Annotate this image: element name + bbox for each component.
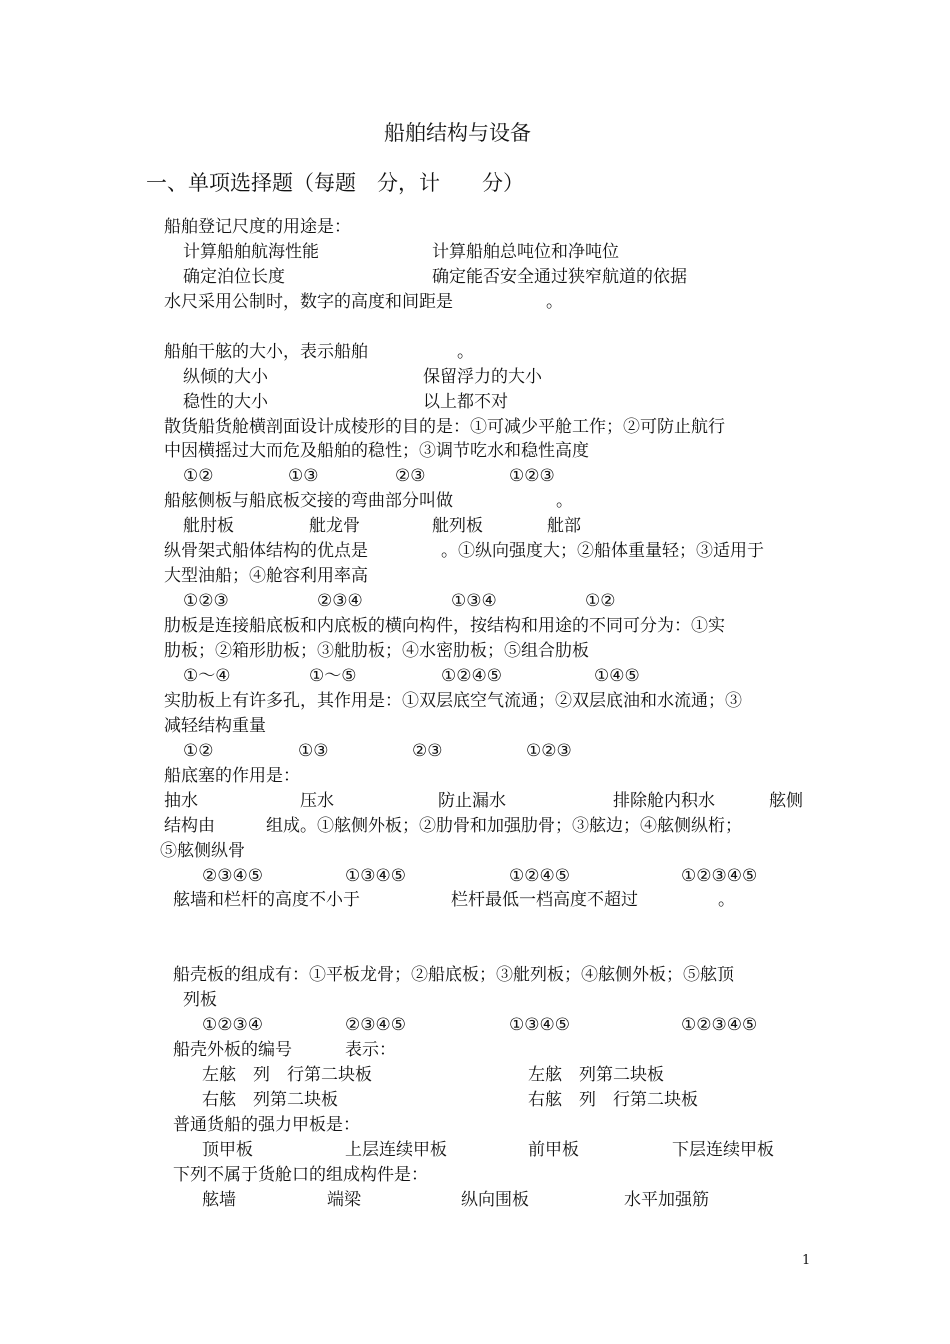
text-line: 大型油船；④舱容利用率高 — [164, 566, 368, 586]
text-line: 船壳板的组成有：①平板龙骨；②船底板；③舭列板；④舷侧外板；⑤舷顶 — [173, 965, 734, 985]
text-line: 船舷侧板与船底板交接的弯曲部分叫做 — [164, 491, 453, 511]
option-text: ①② — [183, 466, 214, 486]
option-text: ①③ — [288, 466, 319, 486]
option-text: 舭列板 — [432, 516, 483, 536]
text-line: 纵骨架式船体结构的优点是 — [164, 541, 368, 561]
option-text: ①②③ — [183, 591, 229, 611]
text-line: 船舶干舷的大小，表示船舶 — [164, 342, 368, 362]
option-text: 舭部 — [547, 516, 581, 536]
text-line: 。 — [546, 292, 563, 312]
option-text: 前甲板 — [528, 1140, 579, 1160]
option-text: 舷墙 — [202, 1190, 236, 1210]
option-text: 左舷 列第二块板 — [528, 1065, 664, 1085]
page-number: 1 — [802, 1253, 811, 1268]
option-text: ①② — [585, 591, 616, 611]
option-text: 左舷 列 行第二块板 — [202, 1065, 372, 1085]
text-line: 实肋板上有许多孔，其作用是：①双层底空气流通；②双层底油和水流通；③ — [164, 691, 742, 711]
text-line: 栏杆最低一档高度不超过 — [451, 890, 638, 910]
option-text: ①③ — [298, 741, 329, 761]
text-line: 水尺采用公制时，数字的高度和间距是 — [164, 292, 453, 312]
option-text: 防止漏水 — [438, 791, 506, 811]
option-text: ②③④⑤ — [345, 1015, 406, 1035]
option-text: 上层连续甲板 — [345, 1140, 447, 1160]
text-line: 。 — [556, 491, 573, 511]
text-line: 中因横摇过大而危及船舶的稳性；③调节吃水和稳性高度 — [164, 441, 589, 461]
option-text: ①②③④⑤ — [681, 1015, 758, 1035]
text-line: 普通货船的强力甲板是： — [173, 1115, 360, 1135]
text-line: 减轻结构重量 — [164, 716, 266, 736]
option-text: ①～⑤ — [309, 666, 357, 686]
option-text: ①②④⑤ — [441, 666, 502, 686]
text-line: 肋板是连接船底板和内底板的横向构件，按结构和用途的不同可分为：①实 — [164, 616, 725, 636]
option-text: 压水 — [300, 791, 334, 811]
text-line: 船舶登记尺度的用途是： — [164, 217, 351, 237]
text-line: 列板 — [183, 990, 217, 1010]
option-text: ①②③④ — [202, 1015, 263, 1035]
option-text: ①②③④⑤ — [681, 866, 758, 886]
text-line: 组成。①舷侧外板；②肋骨和加强肋骨；③舷边；④舷侧纵桁； — [266, 816, 742, 836]
option-text: 右舷 列 行第二块板 — [528, 1090, 698, 1110]
text-line: 表示： — [345, 1040, 396, 1060]
text-line: 舷墙和栏杆的高度不小于 — [173, 890, 360, 910]
option-text: 稳性的大小 — [183, 392, 268, 412]
option-text: 下层连续甲板 — [672, 1140, 774, 1160]
text-line: 舷侧 — [769, 791, 803, 811]
option-text: 舭龙骨 — [309, 516, 360, 536]
option-text: ①～④ — [183, 666, 231, 686]
option-text: ②③ — [395, 466, 426, 486]
option-text: 排除舱内积水 — [613, 791, 715, 811]
option-text: 顶甲板 — [202, 1140, 253, 1160]
option-text: ①④⑤ — [594, 666, 640, 686]
page-title: 船舶结构与设备 — [384, 121, 531, 145]
section-heading: 一、单项选择题（每题 分，计 分） — [146, 171, 524, 195]
option-text: ①③④⑤ — [509, 1015, 570, 1035]
option-text: ①③④ — [451, 591, 497, 611]
option-text: 右舷 列第二块板 — [202, 1090, 338, 1110]
text-line: 散货船货舱横剖面设计成棱形的目的是：①可减少平舱工作；②可防止航行 — [164, 417, 725, 437]
option-text: ①③④⑤ — [345, 866, 406, 886]
text-line: 结构由 — [164, 816, 215, 836]
option-text: 确定泊位长度 — [183, 267, 285, 287]
text-line: 。 — [457, 342, 474, 362]
option-text: 抽水 — [164, 791, 198, 811]
option-text: ①②④⑤ — [509, 866, 570, 886]
text-line: 肋板；②箱形肋板；③舭肋板；④水密肋板；⑤组合肋板 — [164, 641, 589, 661]
option-text: ②③④ — [317, 591, 363, 611]
option-text: 计算船舶总吨位和净吨位 — [432, 242, 619, 262]
text-line: 。①纵向强度大；②船体重量轻；③适用于 — [441, 541, 764, 561]
option-text: 水平加强筋 — [624, 1190, 709, 1210]
option-text: ②③④⑤ — [202, 866, 263, 886]
option-text: 纵倾的大小 — [183, 367, 268, 387]
text-line: 。 — [718, 890, 735, 910]
option-text: 以上都不对 — [423, 392, 508, 412]
option-text: 保留浮力的大小 — [423, 367, 542, 387]
text-line: 船壳外板的编号 — [173, 1040, 292, 1060]
option-text: 端梁 — [327, 1190, 361, 1210]
option-text: 确定能否安全通过狭窄航道的依据 — [432, 267, 687, 287]
text-line: 下列不属于货舱口的组成构件是： — [173, 1165, 428, 1185]
option-text: 纵向围板 — [461, 1190, 529, 1210]
option-text: ①② — [183, 741, 214, 761]
text-line: ⑤舷侧纵骨 — [160, 841, 245, 861]
option-text: 舭肘板 — [183, 516, 234, 536]
text-line: 船底塞的作用是： — [164, 766, 300, 786]
option-text: ①②③ — [509, 466, 555, 486]
option-text: 计算船舶航海性能 — [183, 242, 319, 262]
option-text: ②③ — [412, 741, 443, 761]
option-text: ①②③ — [526, 741, 572, 761]
